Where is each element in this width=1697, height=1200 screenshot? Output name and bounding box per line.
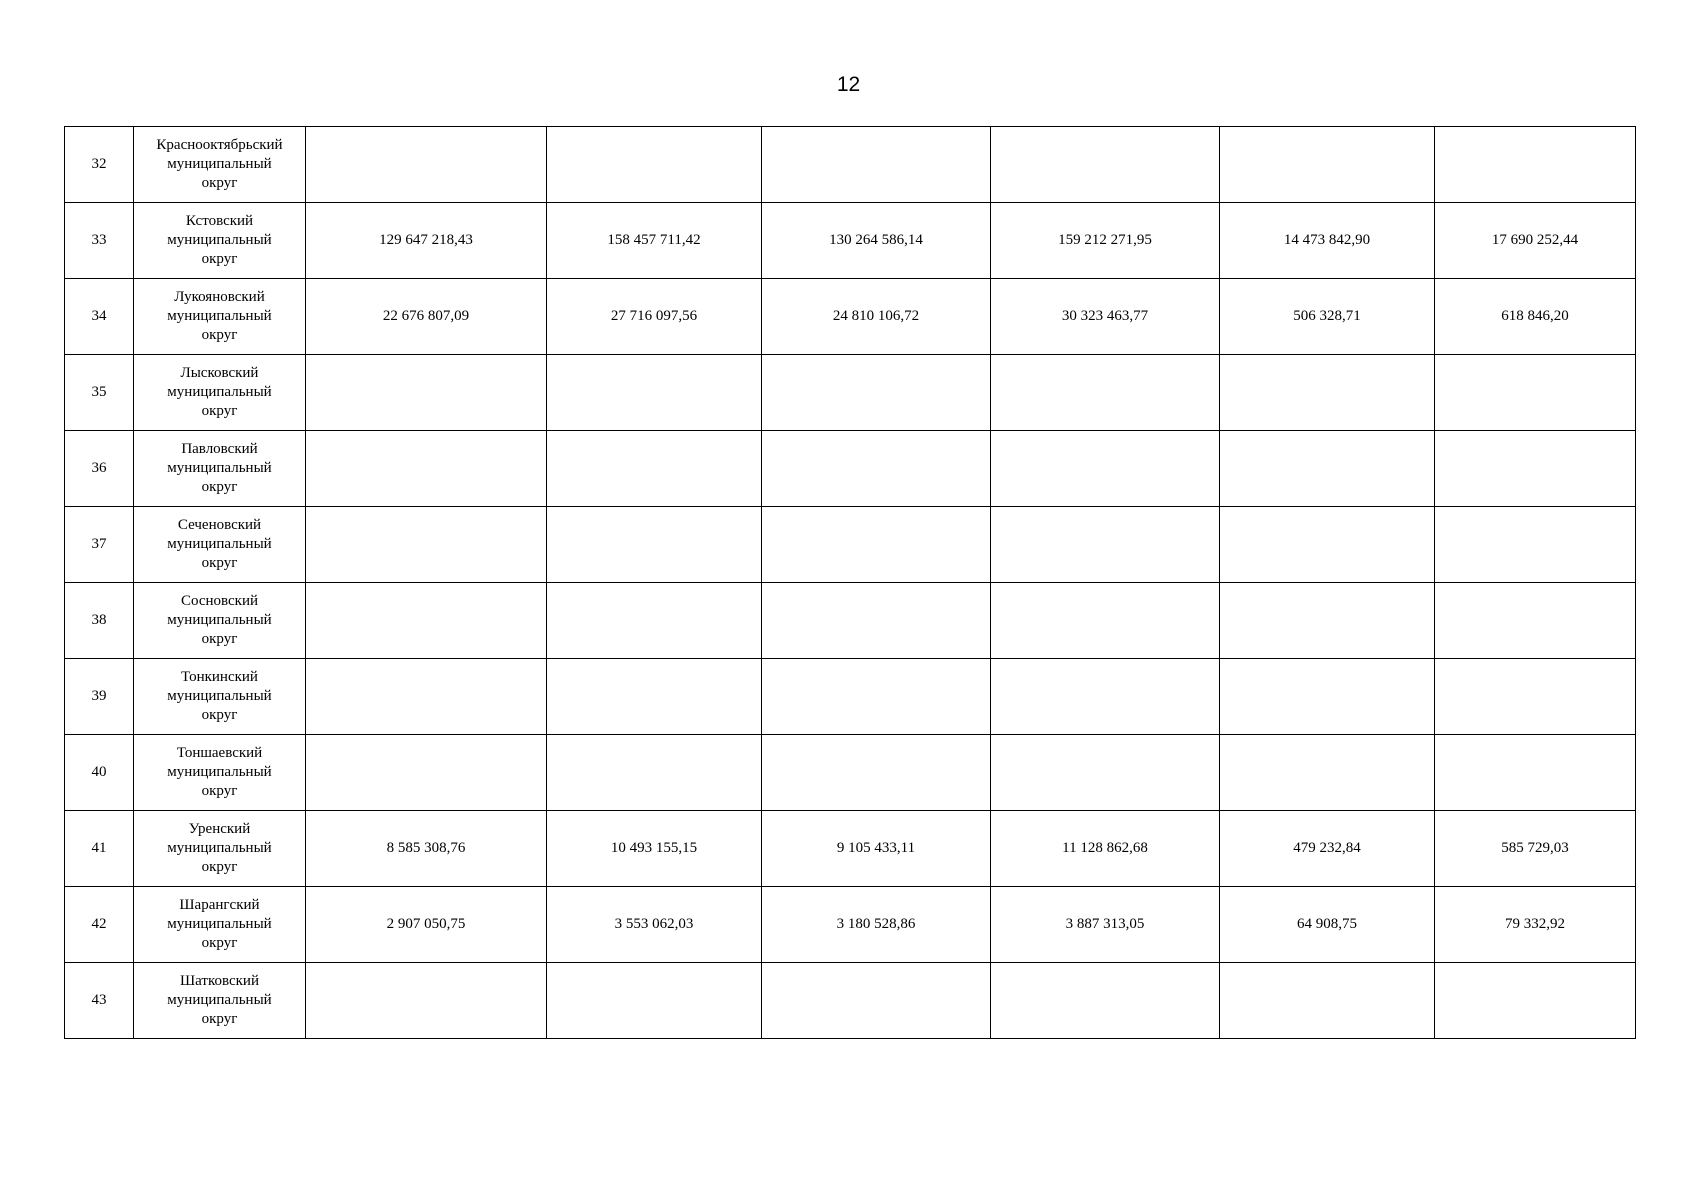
row-number-cell: 33 [65,203,134,279]
value-cell-2: 27 716 097,56 [547,279,762,355]
table-body [65,127,1636,1039]
row-number-cell: 39 [65,659,134,735]
district-name-cell: Лукояновский муниципальный округ [134,279,306,355]
value-cell-1: 8 585 308,76 [306,811,547,887]
value-cell-4 [991,963,1220,1039]
value-cell-2: 158 457 711,42 [547,203,762,279]
value-cell-4 [991,431,1220,507]
value-cell-3: 3 180 528,86 [762,887,991,963]
row-number-cell: 34 [65,279,134,355]
district-name-cell: Краснооктябрьский муниципальный округ [134,127,306,203]
value-cell-5 [1220,963,1435,1039]
value-cell-2 [547,659,762,735]
district-name-cell: Лысковский муниципальный округ [134,355,306,431]
value-cell-6 [1435,355,1636,431]
value-cell-6: 618 846,20 [1435,279,1636,355]
value-cell-6 [1435,963,1636,1039]
row-number-cell: 41 [65,811,134,887]
table-row [65,659,1636,735]
value-cell-1 [306,659,547,735]
value-cell-4 [991,735,1220,811]
row-number-cell: 43 [65,963,134,1039]
value-cell-5: 506 328,71 [1220,279,1435,355]
district-name-cell: Сосновский муниципальный округ [134,583,306,659]
value-cell-4 [991,127,1220,203]
value-cell-4: 11 128 862,68 [991,811,1220,887]
value-cell-1 [306,507,547,583]
value-cell-3 [762,735,991,811]
table-row [65,887,1636,963]
value-cell-5 [1220,735,1435,811]
value-cell-4 [991,583,1220,659]
row-number-cell: 37 [65,507,134,583]
district-name-cell: Тонкинский муниципальный округ [134,659,306,735]
value-cell-1 [306,127,547,203]
value-cell-6 [1435,735,1636,811]
value-cell-5: 479 232,84 [1220,811,1435,887]
value-cell-5 [1220,507,1435,583]
value-cell-6 [1435,659,1636,735]
value-cell-4 [991,659,1220,735]
value-cell-3 [762,127,991,203]
value-cell-6 [1435,583,1636,659]
value-cell-3 [762,431,991,507]
page-number: 12 [836,73,861,96]
value-cell-1: 22 676 807,09 [306,279,547,355]
value-cell-1: 2 907 050,75 [306,887,547,963]
table-row [65,203,1636,279]
value-cell-5 [1220,127,1435,203]
value-cell-3 [762,963,991,1039]
row-number-cell: 38 [65,583,134,659]
row-number-cell: 35 [65,355,134,431]
table-row [65,583,1636,659]
table-row [65,355,1636,431]
value-cell-5: 64 908,75 [1220,887,1435,963]
table-row [65,963,1636,1039]
value-cell-4 [991,355,1220,431]
district-name-cell: Кстовский муниципальный округ [134,203,306,279]
value-cell-5 [1220,659,1435,735]
value-cell-2 [547,963,762,1039]
value-cell-3: 130 264 586,14 [762,203,991,279]
value-cell-5 [1220,355,1435,431]
value-cell-1 [306,583,547,659]
table-row [65,735,1636,811]
value-cell-4: 159 212 271,95 [991,203,1220,279]
value-cell-6 [1435,507,1636,583]
table-row [65,127,1636,203]
district-name-cell: Сеченовский муниципальный округ [134,507,306,583]
table-row [65,811,1636,887]
table-row [65,431,1636,507]
district-name-cell: Уренский муниципальный округ [134,811,306,887]
value-cell-2: 10 493 155,15 [547,811,762,887]
value-cell-3 [762,583,991,659]
value-cell-4: 3 887 313,05 [991,887,1220,963]
value-cell-4 [991,507,1220,583]
value-cell-5 [1220,431,1435,507]
table-row [65,279,1636,355]
value-cell-4: 30 323 463,77 [991,279,1220,355]
value-cell-6 [1435,127,1636,203]
value-cell-2 [547,431,762,507]
value-cell-5 [1220,583,1435,659]
value-cell-3 [762,507,991,583]
value-cell-2 [547,735,762,811]
value-cell-3 [762,355,991,431]
row-number-cell: 42 [65,887,134,963]
row-number-cell: 32 [65,127,134,203]
value-cell-2 [547,127,762,203]
value-cell-1: 129 647 218,43 [306,203,547,279]
value-cell-2: 3 553 062,03 [547,887,762,963]
value-cell-6: 79 332,92 [1435,887,1636,963]
value-cell-6 [1435,431,1636,507]
row-number-cell: 40 [65,735,134,811]
value-cell-2 [547,583,762,659]
value-cell-3 [762,659,991,735]
value-cell-1 [306,355,547,431]
value-cell-1 [306,963,547,1039]
value-cell-3: 24 810 106,72 [762,279,991,355]
value-cell-1 [306,431,547,507]
value-cell-2 [547,507,762,583]
table-row [65,507,1636,583]
district-name-cell: Павловский муниципальный округ [134,431,306,507]
value-cell-2 [547,355,762,431]
data-table [64,126,1636,1039]
value-cell-1 [306,735,547,811]
district-name-cell: Шатковский муниципальный округ [134,963,306,1039]
value-cell-3: 9 105 433,11 [762,811,991,887]
district-name-cell: Тоншаевский муниципальный округ [134,735,306,811]
value-cell-6: 17 690 252,44 [1435,203,1636,279]
value-cell-6: 585 729,03 [1435,811,1636,887]
row-number-cell: 36 [65,431,134,507]
value-cell-5: 14 473 842,90 [1220,203,1435,279]
district-name-cell: Шарангский муниципальный округ [134,887,306,963]
